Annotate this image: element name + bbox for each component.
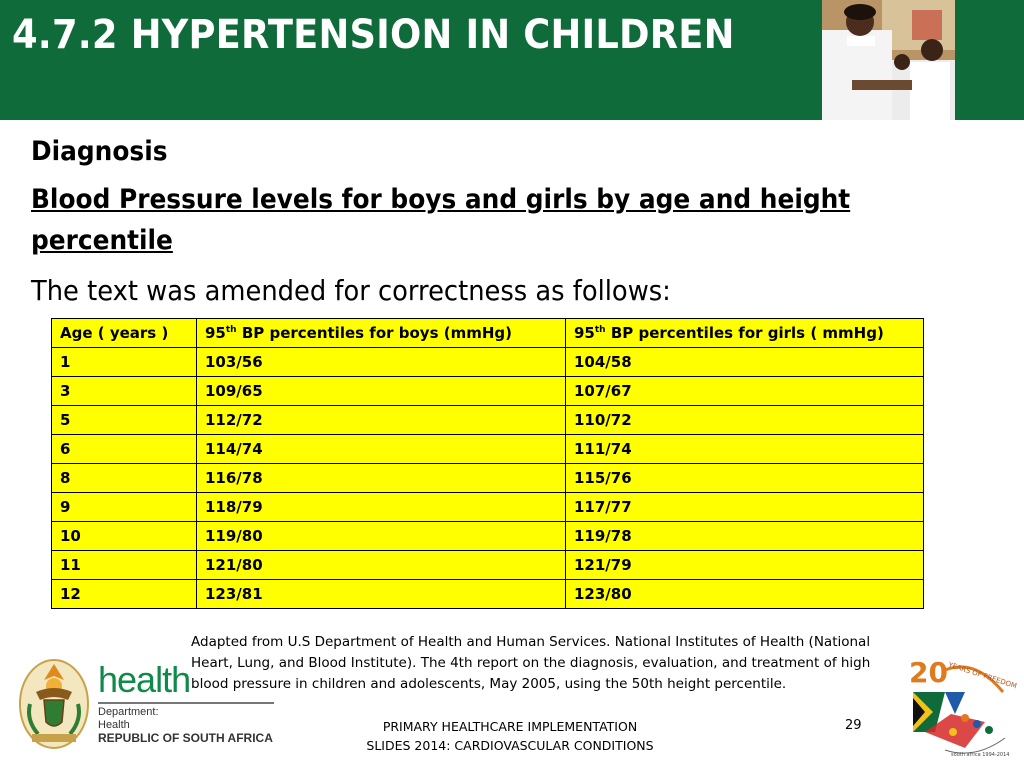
header-girls [566, 319, 924, 348]
footer-line1: PRIMARY HEALTHCARE IMPLEMENTATION [382, 719, 638, 734]
cell-age: 9 [52, 493, 197, 522]
dept-name: Health [98, 719, 130, 731]
health-wordmark: health [98, 659, 191, 700]
cell-boys: 116/78 [197, 464, 566, 493]
cell-girls: 119/78 [566, 522, 924, 551]
slide-header [0, 0, 1024, 120]
slide-title: 4.7.2 HYPERTENSION IN CHILDREN [12, 12, 735, 58]
header-girls-rest: BP percentiles for girls ( mmHg) [605, 324, 884, 342]
header-boys-rest: BP percentiles for boys (mmHg) [236, 324, 512, 342]
cell-girls: 123/80 [566, 580, 924, 609]
table-heading-line1: Blood Pressure levels for boys and girls by age and height [31, 184, 851, 215]
table-row [52, 406, 924, 435]
country-name: REPUBLIC OF SOUTH AFRICA [98, 731, 273, 745]
citation-footnote: Adapted from U.S Department of Health and Human Services. National Institutes of Health (National Heart, Lung, and Blood Institute). The 4th report on the diagnosis, evaluation, and treatment of high blood pressure in children and adolescents, May 2005, using the 50th height percentile. [191, 634, 871, 692]
header-girls-prefix: 95 [574, 324, 595, 342]
header-boys-sup: th [225, 325, 237, 335]
cell-boys: 109/65 [197, 377, 566, 406]
cell-boys: 112/72 [197, 406, 566, 435]
cell-age: 6 [52, 435, 197, 464]
svg-text:south africa 1994-2014: south africa 1994-2014 [951, 752, 1010, 758]
header-boys [197, 319, 566, 348]
cell-boys: 119/80 [197, 522, 566, 551]
bp-percentile-table [51, 318, 924, 609]
20-years-of-freedom-logo [905, 652, 1018, 762]
page-number: 29 [845, 718, 862, 733]
table-row [52, 464, 924, 493]
cell-boys: 118/79 [197, 493, 566, 522]
table-row [52, 522, 924, 551]
coat-of-arms-icon [16, 656, 92, 752]
cell-girls: 111/74 [566, 435, 924, 464]
cell-age: 10 [52, 522, 197, 551]
svg-text:YEARS OF FREEDOM: YEARS OF FREEDOM [947, 660, 1018, 691]
table-header-row [52, 319, 924, 348]
table-row [52, 435, 924, 464]
cell-girls: 115/76 [566, 464, 924, 493]
intro-text: The text was amended for correctness as follows: [31, 274, 671, 307]
header-boys-prefix: 95 [205, 324, 226, 342]
table-row [52, 551, 924, 580]
cell-age: 11 [52, 551, 197, 580]
cell-age: 8 [52, 464, 197, 493]
section-heading: Diagnosis [31, 136, 168, 167]
header-age: Age ( years ) [52, 319, 197, 348]
cell-age: 12 [52, 580, 197, 609]
header-girls-sup: th [594, 325, 606, 335]
table-row [52, 493, 924, 522]
svg-text:20: 20 [909, 656, 948, 689]
cell-boys: 121/80 [197, 551, 566, 580]
cell-age: 1 [52, 348, 197, 377]
table-row [52, 348, 924, 377]
table-row [52, 377, 924, 406]
cell-girls: 117/77 [566, 493, 924, 522]
cell-girls: 104/58 [566, 348, 924, 377]
logo-divider [98, 702, 274, 704]
dept-label: Department: [98, 706, 159, 718]
nurse-with-child-photo [822, 0, 955, 120]
table-heading-line2: percentile [31, 225, 173, 256]
footer-line2: SLIDES 2014: CARDIOVASCULAR CONDITIONS [366, 738, 654, 753]
cell-boys: 123/81 [197, 580, 566, 609]
cell-girls: 110/72 [566, 406, 924, 435]
cell-girls: 121/79 [566, 551, 924, 580]
cell-girls: 107/67 [566, 377, 924, 406]
cell-boys: 103/56 [197, 348, 566, 377]
cell-boys: 114/74 [197, 435, 566, 464]
footer-caption [360, 717, 660, 755]
department-of-health-logo [12, 652, 292, 756]
cell-age: 5 [52, 406, 197, 435]
table-row [52, 580, 924, 609]
cell-age: 3 [52, 377, 197, 406]
